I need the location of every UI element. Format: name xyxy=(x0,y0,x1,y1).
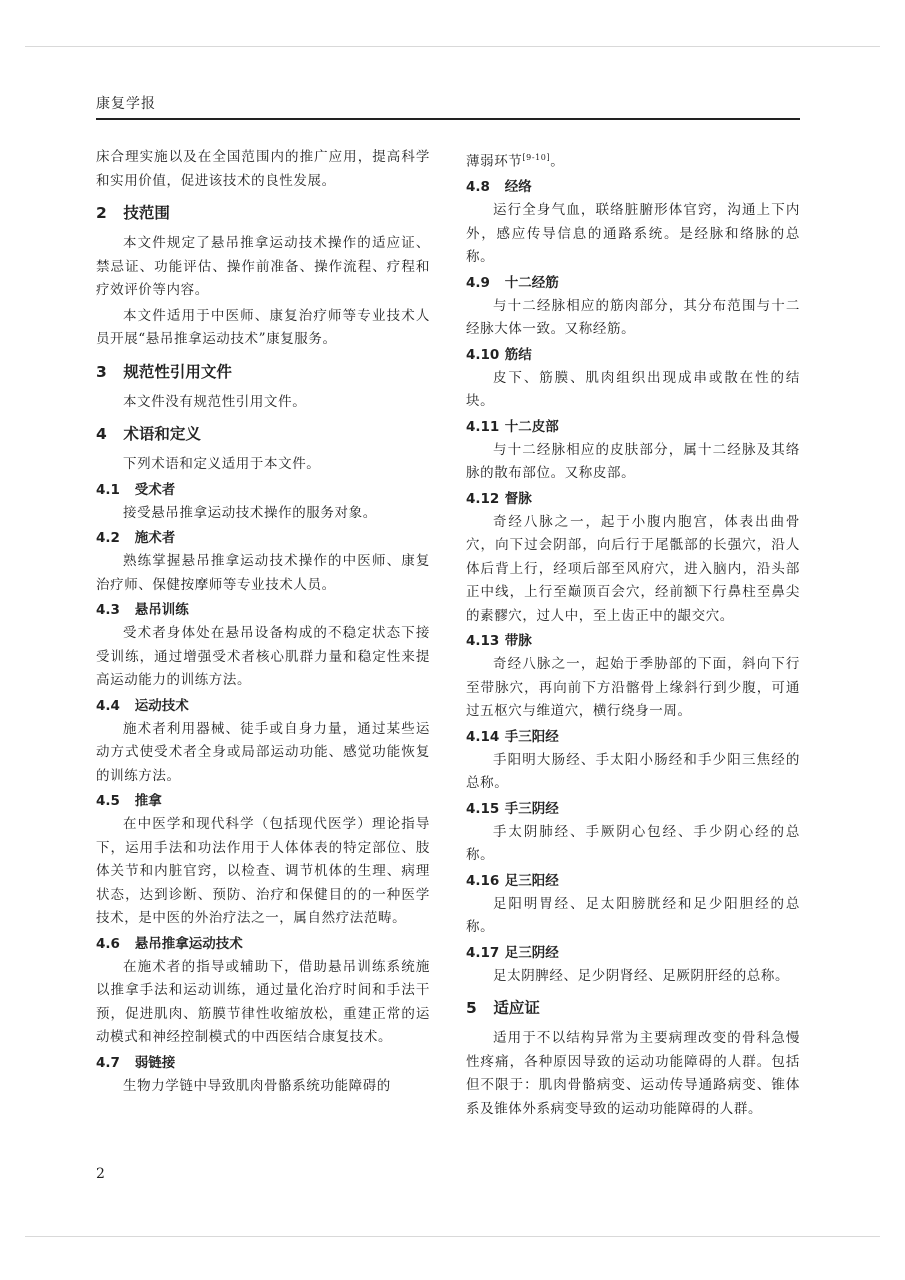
heading-number: 4.16 xyxy=(466,872,500,889)
paragraph xyxy=(466,367,800,414)
paragraph xyxy=(466,821,800,868)
heading-title: 规范性引用文件 xyxy=(123,362,232,381)
subsection-heading xyxy=(466,176,800,198)
heading-title: 推拿 xyxy=(134,793,162,809)
section-heading xyxy=(96,202,430,224)
paragraph xyxy=(96,453,430,477)
paragraph xyxy=(96,813,430,931)
heading-number: 4.13 xyxy=(466,633,500,649)
page-number: 2 xyxy=(96,1166,105,1182)
paragraph-text: 运行全身气血，联络脏腑形体官窍，沟通上下内外，感应传导信息的通路系统。是经脉和络脉的总称。 xyxy=(466,202,800,265)
heading-number: 4.3 xyxy=(96,602,120,618)
heading-title: 筋结 xyxy=(504,346,532,363)
paragraph xyxy=(466,653,800,724)
subsection-heading xyxy=(466,488,800,510)
subsection-heading xyxy=(96,527,430,549)
heading-title: 十二皮部 xyxy=(504,418,559,435)
heading-title: 足三阴经 xyxy=(504,944,559,961)
subsection-heading xyxy=(466,630,800,652)
paragraph xyxy=(96,1075,430,1099)
heading-title: 悬吊推拿运动技术 xyxy=(134,935,243,952)
heading-title: 受术者 xyxy=(134,481,176,498)
paragraph-text: 与十二经脉相应的皮肤部分，属十二经脉及其络脉的散布部位。又称皮部。 xyxy=(466,441,800,481)
paragraph-tail: 。 xyxy=(550,153,565,170)
heading-number: 4.12 xyxy=(466,490,500,507)
paragraph xyxy=(96,550,430,597)
heading-number: 4.14 xyxy=(466,728,500,745)
paragraph-text: 足太阴脾经、足少阴肾经、足厥阴肝经的总称。 xyxy=(493,967,790,984)
subsection-heading xyxy=(466,798,800,820)
paragraph-text: 皮下、筋膜、肌肉组织出现成串或散在性的结块。 xyxy=(466,369,800,409)
paragraph-text: 床合理实施以及在全国范围内的推广应用，提高科学和实用价值，促进该技术的良性发展。 xyxy=(96,149,430,189)
heading-title: 施术者 xyxy=(134,530,176,546)
heading-title: 带脉 xyxy=(504,633,532,649)
section-heading xyxy=(96,361,430,383)
paragraph xyxy=(96,622,430,693)
paragraph-text: 手阳明大肠经、手太阳小肠经和手少阳三焦经的总称。 xyxy=(466,751,800,791)
paragraph-text: 与十二经脉相应的筋肉部分，其分布范围与十二经脉大体一致。又称经筋。 xyxy=(466,297,800,337)
heading-number: 4.11 xyxy=(466,418,500,435)
heading-title: 手三阳经 xyxy=(504,728,559,745)
paragraph xyxy=(466,511,800,629)
subsection-heading xyxy=(466,726,800,748)
left-column xyxy=(96,146,430,1100)
paragraph-text: 接受悬吊推拿运动技术操作的服务对象。 xyxy=(123,504,377,521)
paragraph-text: 下列术语和定义适用于本文件。 xyxy=(123,456,321,472)
paragraph xyxy=(96,502,430,526)
subsection-heading xyxy=(466,416,800,438)
heading-title: 手三阴经 xyxy=(504,800,559,817)
section-heading xyxy=(96,423,430,445)
subsection-heading xyxy=(466,272,800,294)
paragraph-text: 奇经八脉之一，起始于季胁部的下面，斜向下行至带脉穴，再向前下方沿髂骨上缘斜行到少腹，可通过五枢穴与维道穴，横行绕身一周。 xyxy=(466,656,800,719)
paragraph xyxy=(466,965,800,989)
paragraph xyxy=(466,893,800,940)
heading-number: 4.9 xyxy=(466,274,490,291)
paragraph xyxy=(96,305,430,352)
heading-title: 悬吊训练 xyxy=(134,602,189,618)
header-rule xyxy=(96,118,800,120)
paragraph xyxy=(96,718,430,789)
subsection-heading xyxy=(96,479,430,501)
paragraph-text: 在中医学和现代科学（包括现代医学）理论指导下，运用手法和功法作用于人体体表的特定部位、肢体关节和内脏官窍，以检查、调节机体的生理、病理状态，达到诊断、预防、治疗和保健目的的一种医学技术，是中医的外治疗法之一，属自然疗法范畴。 xyxy=(96,816,430,926)
heading-number: 5 xyxy=(466,999,477,1017)
paragraph-text: 薄弱环节 xyxy=(466,153,523,170)
heading-title: 术语和定义 xyxy=(123,425,201,443)
subsection-heading xyxy=(96,790,430,812)
subsection-heading xyxy=(466,942,800,964)
heading-title: 经络 xyxy=(504,179,532,195)
heading-number: 4.15 xyxy=(466,800,500,817)
section-heading xyxy=(466,997,800,1019)
subsection-heading xyxy=(96,695,430,717)
heading-number: 4.2 xyxy=(96,530,120,546)
heading-number: 4.8 xyxy=(466,179,490,195)
paragraph-text: 本文件适用于中医师、康复治疗师等专业技术人员开展“悬吊推拿运动技术”康复服务。 xyxy=(96,307,430,347)
subsection-heading xyxy=(96,1052,430,1074)
paragraph-text: 奇经八脉之一，起于小腹内胞宫，体表出曲骨穴，向下过会阴部，向后行于尾骶部的长强穴，沿人体后背上行，经项后部至风府穴，进入脑内，沿头部正中线，上行至巅顶百会穴，经前额下行鼻柱至鼻尖的素髎穴，过人中，至上齿正中的龈交穴。 xyxy=(466,513,800,624)
heading-title: 弱链接 xyxy=(134,1054,176,1071)
paragraph-text: 施术者利用器械、徒手或自身力量，通过某些运动方式使受术者全身或局部运动功能、感觉功能恢复的训练方法。 xyxy=(96,720,430,784)
heading-number: 4.5 xyxy=(96,793,120,809)
journal-title: 康复学报 xyxy=(96,96,156,112)
heading-title: 技范围 xyxy=(123,204,170,222)
paragraph-text: 足阳明胃经、足太阳膀胱经和足少阳胆经的总称。 xyxy=(466,895,800,935)
paragraph-text: 受术者身体处在悬吊设备构成的不稳定状态下接受训练，通过增强受术者核心肌群力量和稳定性来提高运动能力的训练方法。 xyxy=(96,625,430,688)
paragraph-text: 在施术者的指导或辅助下，借助悬吊训练系统施以推拿手法和运动训练，通过量化治疗时间和手法干预，促进肌肉、筋膜节律性收缩放松，重建正常的运动模式和神经控制模式的中西医结合康复技术。 xyxy=(96,958,430,1045)
paragraph xyxy=(466,1027,800,1121)
paragraph xyxy=(466,295,800,342)
paragraph-text: 生物力学链中导致肌肉骨骼系统功能障碍的 xyxy=(123,1077,391,1094)
paragraph-text: 适用于不以结构异常为主要病理改变的骨科急慢性疼痛，各种原因导致的运动功能障碍的人群。包括但不限于：肌肉骨骼病变、运动传导通路病变、锥体系及锥体外系病变导致的运动功能障碍的人群。 xyxy=(466,1030,800,1117)
paragraph xyxy=(466,439,800,486)
heading-number: 3 xyxy=(96,362,107,381)
heading-number: 4.1 xyxy=(96,481,120,498)
heading-title: 督脉 xyxy=(504,490,532,507)
subsection-heading xyxy=(96,933,430,955)
paragraph xyxy=(466,199,800,270)
paragraph-text: 本文件没有规范性引用文件。 xyxy=(123,393,307,410)
paragraph xyxy=(96,956,430,1050)
subsection-heading xyxy=(466,344,800,366)
paragraph xyxy=(466,146,800,174)
paragraph-text: 手太阴肺经、手厥阴心包经、手少阴心经的总称。 xyxy=(466,823,800,863)
paragraph xyxy=(466,749,800,796)
subsection-heading xyxy=(96,599,430,621)
page-top-rule xyxy=(25,46,880,47)
heading-title: 足三阳经 xyxy=(504,872,559,889)
paragraph xyxy=(96,146,430,193)
paragraph xyxy=(96,391,430,415)
citation-ref: [9-10] xyxy=(522,153,551,162)
paragraph-text: 熟练掌握悬吊推拿运动技术操作的中医师、康复治疗师、保健按摩师等专业技术人员。 xyxy=(96,553,430,593)
page-bottom-rule xyxy=(25,1236,880,1237)
heading-number: 4.4 xyxy=(96,697,120,714)
subsection-heading xyxy=(466,870,800,892)
heading-title: 十二经筋 xyxy=(504,274,559,291)
paragraph-text: 本文件规定了悬吊推拿运动技术操作的适应证、禁忌证、功能评估、操作前准备、操作流程、疗程和疗效评价等内容。 xyxy=(96,235,430,298)
heading-number: 4.7 xyxy=(96,1054,120,1071)
heading-title: 适应证 xyxy=(493,999,540,1017)
heading-number: 2 xyxy=(96,204,107,222)
heading-number: 4.6 xyxy=(96,935,120,952)
heading-title: 运动技术 xyxy=(134,697,189,714)
right-column xyxy=(466,146,800,1123)
heading-number: 4 xyxy=(96,425,107,443)
paragraph xyxy=(96,232,430,303)
heading-number: 4.17 xyxy=(466,944,500,961)
heading-number: 4.10 xyxy=(466,346,500,363)
